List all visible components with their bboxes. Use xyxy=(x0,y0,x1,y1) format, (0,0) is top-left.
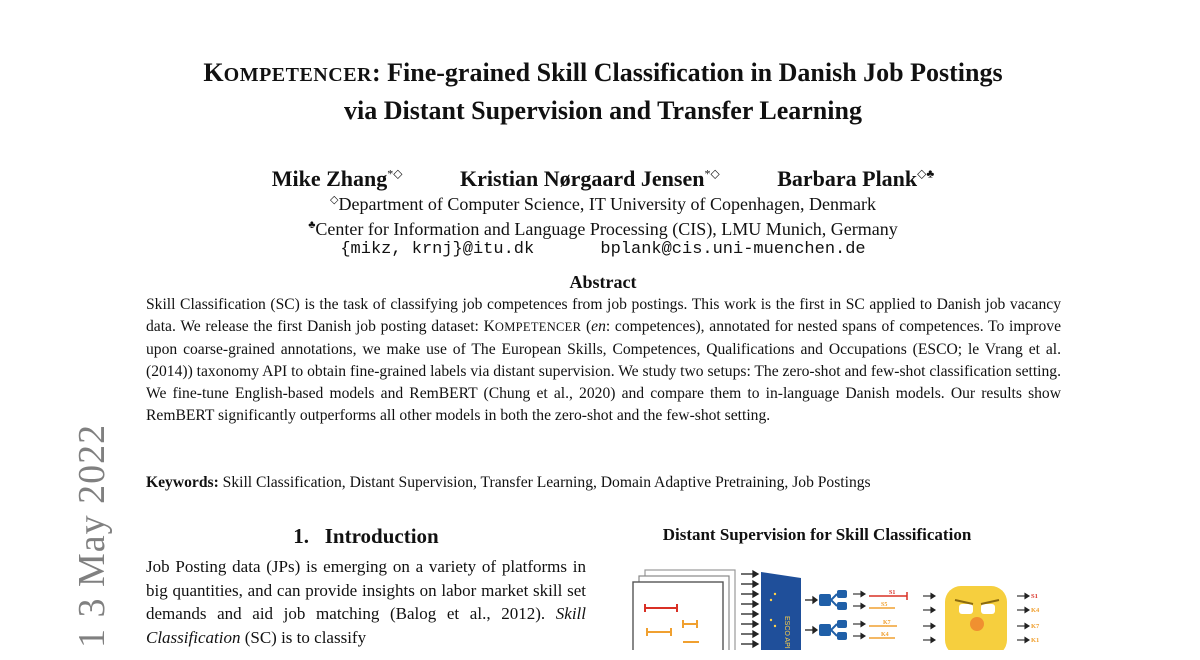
keywords: Keywords: Skill Classification, Distant Supervision, Transfer Learning, Domain Adaptive Pretraining, Job Postings xyxy=(146,474,871,491)
abstract-heading: Abstract xyxy=(569,272,637,292)
svg-text:S1: S1 xyxy=(1031,593,1038,600)
author: Barbara Plank◇♣ xyxy=(777,166,935,192)
paper-title xyxy=(100,55,1106,128)
svg-text:S5: S5 xyxy=(881,602,888,608)
svg-text:S1: S1 xyxy=(889,590,896,596)
classifier-network-icon xyxy=(819,590,847,640)
abstract-text: Skill Classification (SC) is the task of classifying job competences from job postings. This work is the first in SC applied to Danish job vacancy data. We release the first Danish job posting dataset: KOMPETENCER (en: competences), annotated for nested spans of competences. To improve upon coarse-grained annotations, we make use of The European Skills, Competences, Qualifications and Occupations (ESCO; le Vrang et al. (2014)) taxonomy API to obtain fine-grained labels via distant supervision. We study two setups: The zero-shot and few-shot classification setting. We fine-tune English-based models and RemBERT (Chung et al., 2020) and compare them to in-language Danish models. Our results show RemBERT significantly outperforms all other models in both the zero-shot and the few-shot setting. xyxy=(146,296,1061,425)
svg-text:ESCO API: ESCO API xyxy=(783,616,790,649)
author-emails xyxy=(100,238,1106,262)
output-labels xyxy=(1031,593,1040,644)
svg-text:K4: K4 xyxy=(1031,607,1040,614)
input-arrows-icon xyxy=(741,571,758,647)
email-itu: {mikz, krnj}@itu.dk xyxy=(340,240,535,259)
title-line-2: via Distant Supervision and Transfer Learning xyxy=(344,96,862,125)
svg-text:K7: K7 xyxy=(883,620,891,626)
svg-text:K4: K4 xyxy=(881,632,889,638)
email-lmu: bplank@cis.uni-muenchen.de xyxy=(600,240,866,259)
introduction-text: Job Posting data (JPs) is emerging on a variety of platforms in big quantities, and can provide insights on labor market skill set demands and aid job matching (Balog et al., 2012). Skill Classification (SC) is to classify xyxy=(146,557,586,647)
section-heading-introduction: 1. Introduction xyxy=(293,524,439,548)
author: Mike Zhang*◇ xyxy=(271,166,403,192)
figure-graphic xyxy=(625,560,1055,650)
arxiv-stamp: 1 3 May 2022 xyxy=(71,423,113,648)
figure-distant-supervision xyxy=(625,560,1055,655)
affiliation-1: ◇Department of Computer Science, IT University of Copenhagen, Denmark xyxy=(330,194,876,214)
labeled-spans xyxy=(869,590,907,638)
title-line-1: KOMPETENCER: Fine-grained Skill Classification in Danish Job Postings xyxy=(203,58,1003,87)
affiliation-2: ♣Center for Information and Language Processing (CIS), LMU Munich, Germany xyxy=(308,219,898,239)
svg-text:K7: K7 xyxy=(1031,623,1040,630)
author: Kristian Nørgaard Jensen*◇ xyxy=(460,166,720,192)
job-posting-documents-icon xyxy=(633,570,735,650)
model-character-icon xyxy=(945,586,1007,650)
svg-text:K1: K1 xyxy=(1031,637,1040,644)
figure-title: Distant Supervision for Skill Classification xyxy=(662,525,972,544)
esco-api-icon xyxy=(761,572,801,650)
